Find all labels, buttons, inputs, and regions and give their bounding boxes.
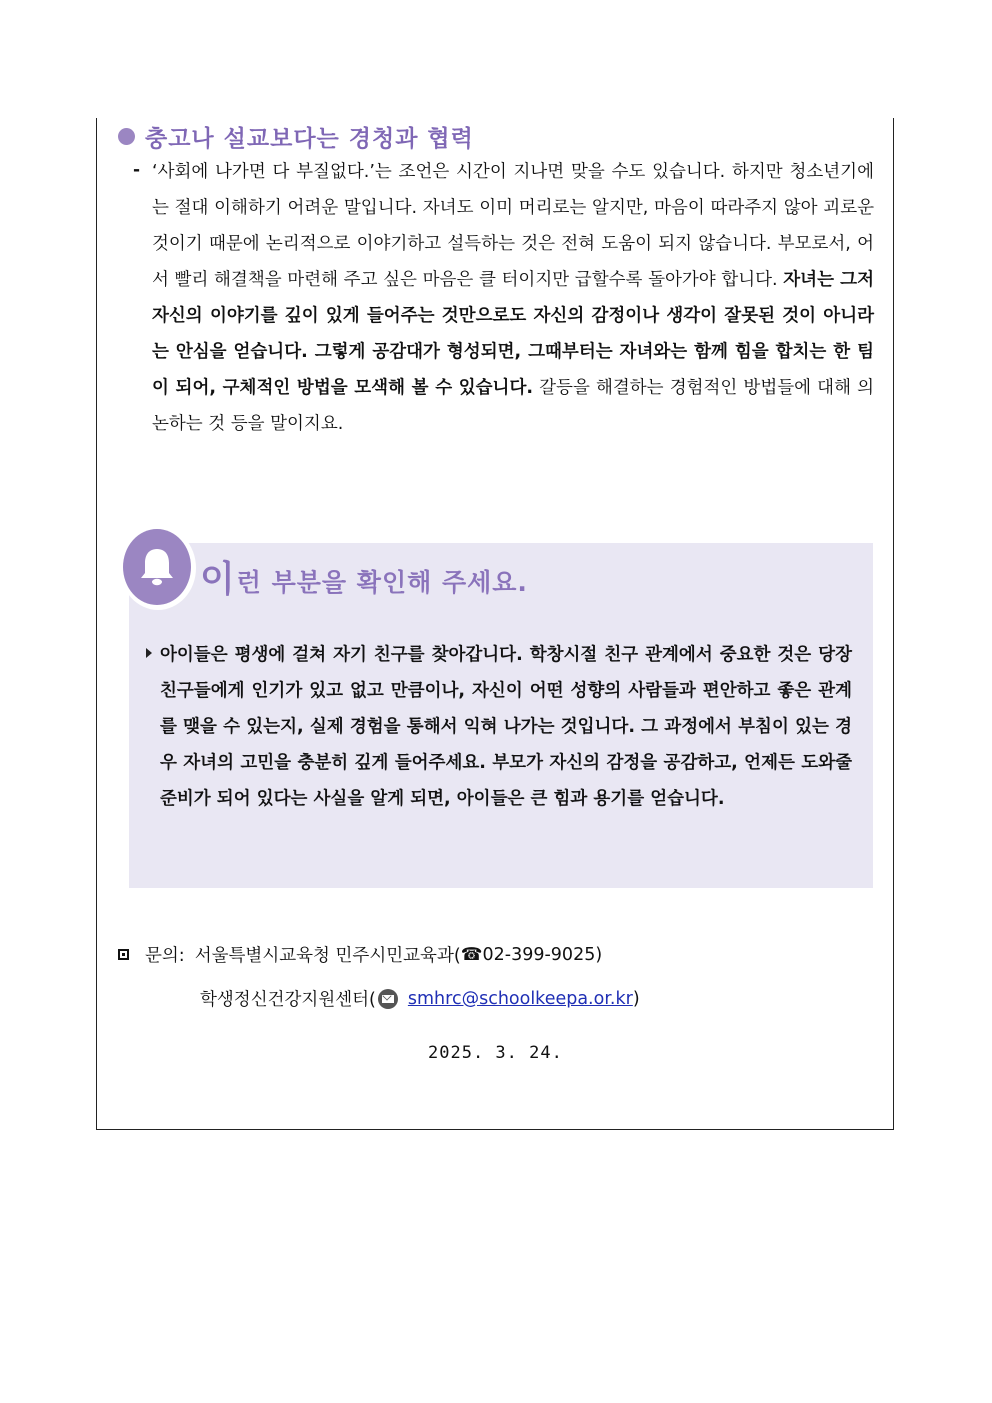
section-title: 충고나 설교보다는 경청과 협력 (145, 126, 474, 152)
notice-title (200, 551, 528, 602)
paragraph-emphasis: 자녀는 그저 자신의 이야기를 깊이 있게 들어주는 것만으로도 자신의 감정이나 생각이 잘못된 것이 아니라는 안심을 얻습니다. 그렇게 공감대가 형성되면, 그때부터는 자녀와는 함께 힘을 합치는 한 팀이 되어, 구체적인 방법을 모색해 볼 수 있습니다. (152, 270, 874, 398)
contact-info (118, 942, 640, 1010)
email-link[interactable]: smhrc@schoolkeepa.or.kr (407, 988, 633, 1009)
dash-bullet: - (133, 160, 141, 180)
contact-center: 학생정신건강지원센터( (200, 990, 376, 1010)
notice-text: 아이들은 평생에 걸쳐 자기 친구를 찾아갑니다. 학창시절 친구 관계에서 중요한 것은 당장 친구들에게 인기가 있고 없고 만큼이나, 자신이 어떤 성향의 사람들과 편안하고 좋은 관계를 맺을 수 있는지, 실제 경험을 통해서 익혀 나가는 것입니다. 그 과정에서 부침이 있는 경우 자녀의 고민을 충분히 깊게 들어주세요. 부모가 자신의 감정을 공감하고, 언제든 도와줄 준비가 되어 있다는 사실을 알게 되면, 아이들은 큰 힘과 용기를 얻습니다. (160, 645, 852, 809)
mail-icon (378, 989, 398, 1009)
section-heading (118, 120, 474, 153)
notice-title-first: 이 (200, 559, 235, 600)
triangle-bullet-icon (146, 648, 152, 658)
notice-title-rest: 런 부분을 확인해 주세요. (236, 568, 528, 597)
contact-office: 서울특별시교육청 민주시민교육과( (194, 946, 461, 966)
phone-icon: ☎ (460, 944, 483, 965)
contact-label: 문의: (145, 946, 185, 966)
bell-icon (123, 529, 191, 605)
section-paragraph (152, 154, 874, 442)
paragraph-tail: 갈등을 해결하는 경험적인 방법들에 대해 의논하는 것 등을 말이지요. (152, 378, 874, 434)
circle-bullet-icon (118, 128, 135, 145)
contact-close: ) (632, 988, 640, 1009)
square-bullet-icon (118, 949, 129, 960)
contact-phone: 02-399-9025) (482, 944, 603, 965)
document-date: 2025. 3. 24. (428, 1043, 563, 1063)
paragraph-intro: ‘사회에 나가면 다 부질없다.’는 조언은 시간이 지나면 맞을 수도 있습니다. 하지만 청소년기에는 절대 이해하기 어려운 말입니다. 자녀도 이미 머리로는 알지만, 마음이 따라주지 않아 괴로운 것이기 때문에 논리적으로 이야기하고 설득하는 것은 전혀 도움이 되지 않습니다. 부모로서, 어서 빨리 해결책을 마련해 주고 싶은 마음은 클 터이지만 급할수록 돌아가야 합니다. (152, 162, 874, 290)
